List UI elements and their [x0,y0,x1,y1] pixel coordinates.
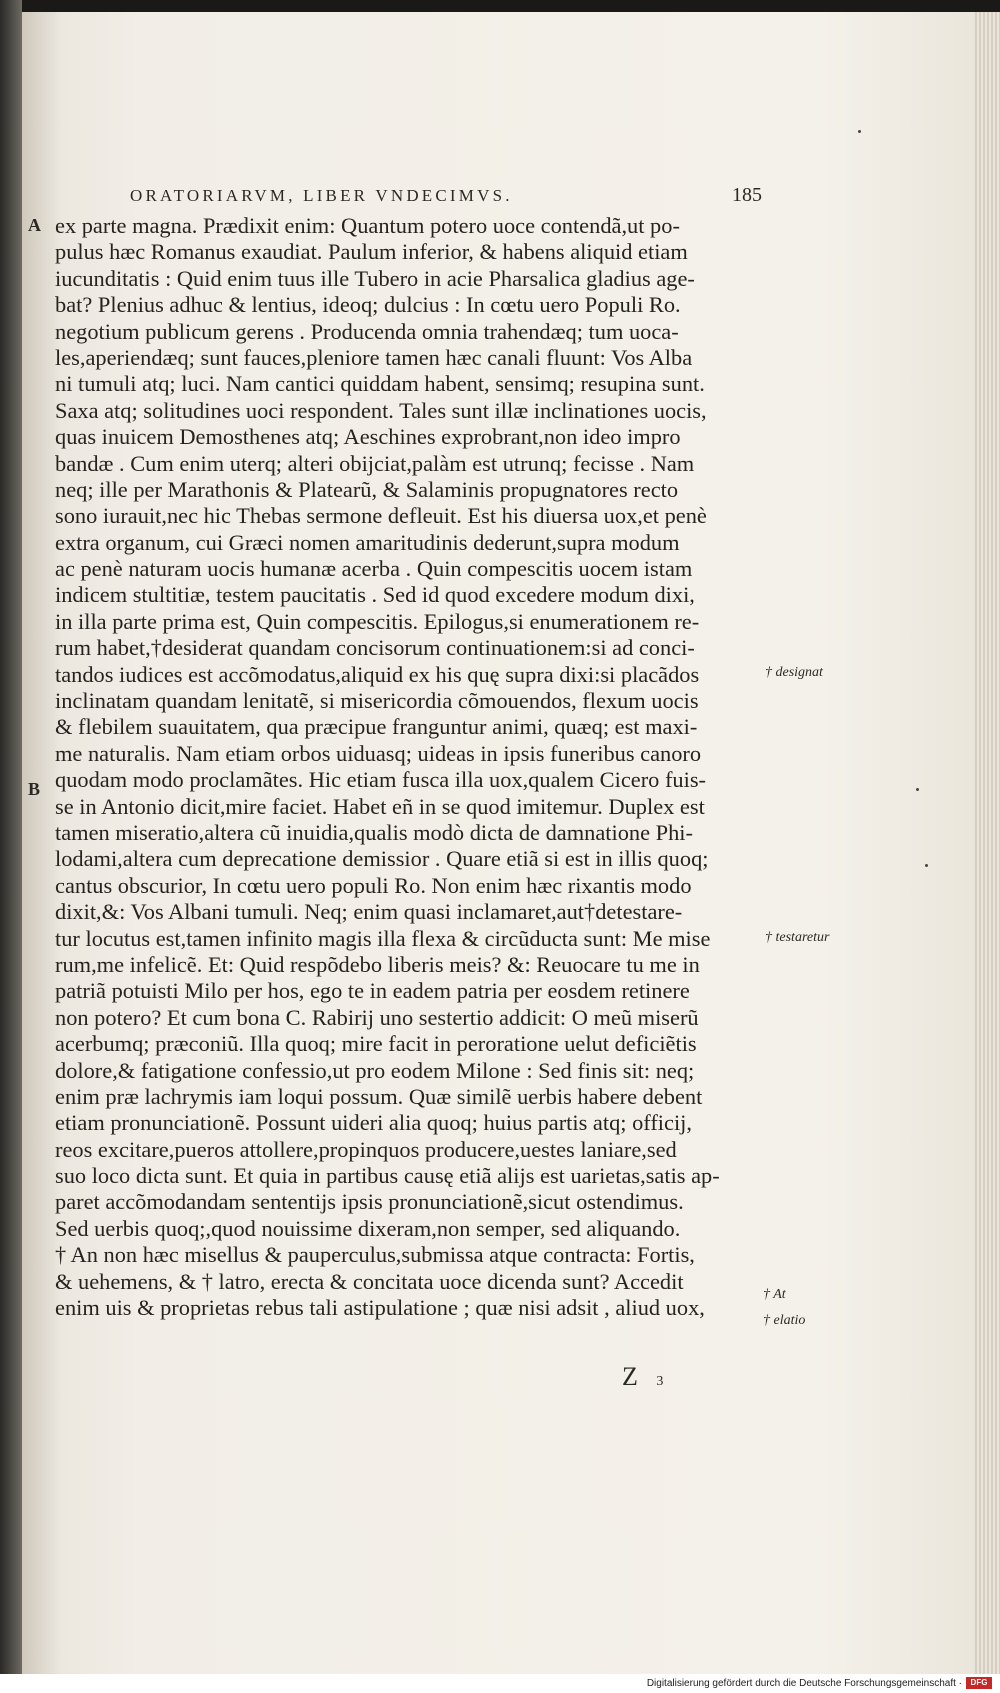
margin-note-elatio: † elatio [763,1313,806,1328]
text-line: cantus obscurior, In cœtu uero populi Ro. Non enim hæc rixantis modo [55,872,692,898]
text-line: bat? Plenius adhuc & lentius, ideoq; dulcius : In cœtu uero Populi Ro. [55,292,681,318]
scan-border-top [0,0,1000,12]
footer-bar [0,1674,1000,1693]
body-text [55,213,775,1321]
text-line: patriã potuisti Milo per hos, ego te in eadem patria per eosdem retinere [55,978,690,1004]
text-line: sono iurauit,nec hic Thebas sermone defleuit. Est his diuersa uox,et penè [55,503,707,529]
text-line: indicem stultitiæ, testem paucitatis . Sed id quod excedere modum dixi, [55,582,695,608]
text-line: quodam modo proclamãtes. Hic etiam fusca illa uox,qualem Cicero fuis- [55,767,707,793]
margin-note-designat: † designat [765,665,823,680]
text-line: in illa parte prima est, Quin compescitis. Epilogus,si enumerationem re- [55,608,700,634]
signature-number: 3 [656,1374,670,1389]
page-number: 185 [732,184,762,206]
text-line: † An non hæc misellus & pauperculus,submissa atque contracta: Fortis, [55,1242,695,1268]
text-line: Saxa atq; solitudines uoci respondent. Tales sunt illæ inclinationes uocis, [55,397,707,423]
text-line: ni tumuli atq; luci. Nam cantici quiddam habent, sensimq; resupina sunt. [55,371,705,397]
text-line: & flebilem suauitatem, qua præcipue franguntur animi, quæq; est maxi- [55,714,698,740]
text-line: bandæ . Cum enim uterq; alteri obijciat,palàm est utrunq; fecisse . Nam [55,450,695,476]
ink-speck [925,864,928,867]
text-line: suo loco dicta sunt. Et quia in partibus causę etiã alijs est uarietas,satis ap- [55,1163,720,1189]
margin-letter-a: A [28,215,41,235]
ink-speck [916,788,919,791]
text-line: dixit,&: Vos Albani tumuli. Neq; enim quasi inclamaret,aut†detestare- [55,899,683,925]
text-line: rum habet,†desiderat quandam concisorum continuationem:si ad conci- [55,635,695,661]
text-line: & uehemens, & † latro, erecta & concitata uoce dicenda sunt? Accedit [55,1268,684,1294]
text-line: enim præ lachrymis iam loqui possum. Quæ similẽ uerbis habere debent [55,1083,703,1109]
text-line: extra organum, cui Græci nomen amaritudinis dederunt,supra modum [55,529,680,555]
text-line: ac penè naturam uocis humanæ acerba . Quin compescitis uocem istam [55,556,693,582]
signature-letter: Z [622,1362,644,1391]
margin-note-at: † At [763,1287,786,1302]
text-line: me naturalis. Nam etiam orbos uiduasq; uideas in ipsis funeribus canoro [55,740,702,766]
text-line: Sed uerbis quoq;,quod nouissime dixeram,non semper, sed aliquando. [55,1215,681,1241]
text-line: non potero? Et cum bona C. Rabirij uno sestertio addicit: O meũ miserũ [55,1004,699,1030]
text-line: etiam pronunciationẽ. Possunt uideri alia quoq; huius partis atq; officij, [55,1110,692,1136]
running-head: ORATORIARVM, LIBER VNDECIMVS. [130,186,513,205]
text-line: quas inuicem Demosthenes atq; Aeschines exprobrant,non ideo impro [55,424,681,450]
text-line: inclinatam quandam lenitatẽ, si misericordia cõmouendos, flexum uocis [55,688,699,714]
text-line: tur locutus est,tamen infinito magis illa flexa & circũducta sunt: Me mise [55,925,711,951]
text-line: negotium publicum gerens . Producenda omnia trahendæq; tum uoca- [55,318,679,344]
text-line: tandos iudices est accõmodatus,aliquid ex his quę supra dixi:si placãdos [55,661,700,687]
text-line: rum,me infelicẽ. Et: Quid respõdebo liberis meis? &: Reuocare tu me in [55,951,700,977]
signature-mark [622,1362,669,1392]
text-line: pulus hæc Romanus exaudiat. Paulum inferior, & habens aliquid etiam [55,239,688,265]
text-line: paret accõmodandam sententijs ipsis pronunciationẽ,sicut ostendimus. [55,1189,684,1215]
text-line: les,aperiendæq; sunt fauces,pleniore tamen hæc canali fluunt: Vos Alba [55,344,693,370]
text-line: acerbumq; præconiũ. Illa quoq; mire facit in peroratione uelut deficiẽtis [55,1031,697,1057]
margin-note-testaretur: † testaretur [765,930,830,945]
text-line: neq; ille per Marathonis & Platearũ, & Salaminis propugnatores recto [55,476,679,502]
text-line: dolore,& fatigatione confessio,ut pro eodem Milone : Sed finis sit: neq; [55,1057,695,1083]
footer-credit: Digitalisierung gefördert durch die Deutsche Forschungsgemeinschaft · [646,1678,962,1689]
text-line: enim uis & proprietas rebus tali astipulatione ; quæ nisi adsit , aliud uox, [55,1295,705,1321]
page-edge [975,12,1000,1674]
text-line: ex parte magna. Prædixit enim: Quantum potero uoce contendã,ut po- [55,213,680,238]
ink-speck [858,130,861,133]
dfg-logo: DFG [966,1677,992,1689]
text-line: se in Antonio dicit,mire faciet. Habet eñ in se quod imitemur. Duplex est [55,793,705,819]
scan-border-left [0,0,22,1693]
margin-letter-b: B [28,779,41,799]
text-line: reos excitare,pueros attollere,propinquos producere,uestes laniare,sed [55,1136,677,1162]
text-line: tamen miseratio,altera cũ inuidia,qualis modò dicta de damnatione Phi- [55,819,693,845]
text-line: iucunditatis : Quid enim tuus ille Tubero in acie Pharsalica gladius age- [55,265,695,291]
text-line: lodami,altera cum deprecatione demissior . Quare etiã si est in illis quoq; [55,846,709,872]
